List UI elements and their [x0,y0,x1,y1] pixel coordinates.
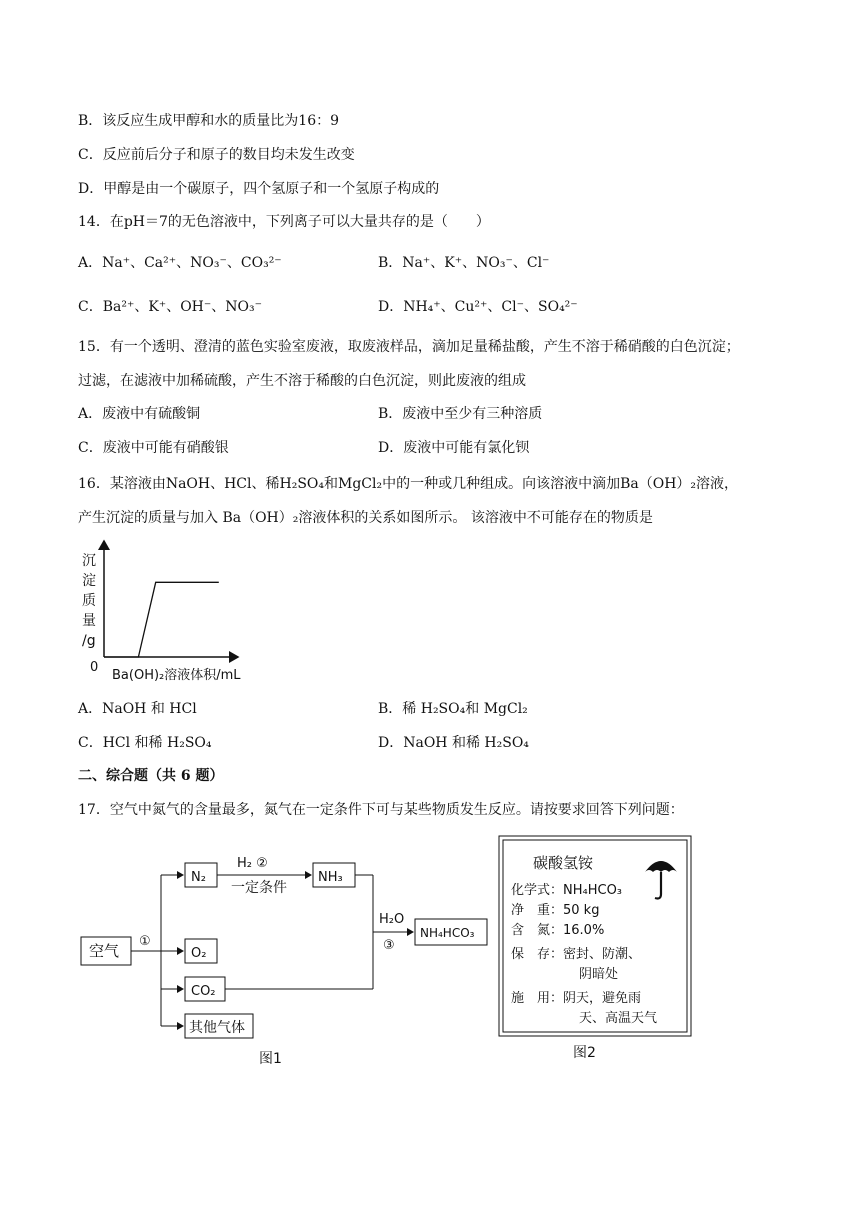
figure1-caption: 图1 [259,1051,282,1067]
product-label: NH₄HCO₃ [420,926,475,940]
q13-option-b: B．该反应生成甲醇和水的质量比为16：9 [78,113,340,129]
q14-option-d: D．NH₄⁺、Cu²⁺、Cl⁻、SO₄²⁻ [378,299,578,315]
other-gas-label: 其他气体 [189,1020,245,1036]
q14-option-b: B．Na⁺、K⁺、NO₃⁻、Cl⁻ [378,255,550,271]
q14-option-c: C．Ba²⁺、K⁺、OH⁻、NO₃⁻ [78,299,263,315]
q16-stem-line1: 16．某溶液由NaOH、HCl、稀H₂SO₄和MgCl₂中的一种或几种组成。向该溶液中滴加Ba（OH）₂溶液， [78,476,739,492]
q17-stem: 17．空气中氮气的含量最多，氮气在一定条件下可与某些物质发生反应。请按要求回答下列问题： [78,802,684,818]
o2-label: O₂ [191,946,207,961]
condition-label: 一定条件 [231,880,287,896]
q15-option-c: C．废液中可能有硝酸银 [78,440,229,456]
step1-label: ① [139,934,151,949]
label-formula: 化学式：NH₄HCO₃ [511,883,623,898]
label-weight: 净 重：50 kg [511,903,600,918]
q16-chart [70,535,270,685]
figure2-caption: 图2 [573,1045,596,1061]
n2-label: N₂ [191,870,206,885]
origin-label: 0 [90,660,99,675]
nh3-label: NH₃ [318,870,343,885]
q16-option-c: C．HCl 和稀 H₂SO₄ [78,735,212,751]
label-usage-line2: 天、高温天气 [579,1011,658,1026]
step3-label: ③ [383,938,395,953]
y-axis-label [82,553,96,649]
q15-option-a: A．废液中有硫酸铜 [78,406,201,422]
y-axis-label-char: 淀 [82,573,96,589]
q13-option-c: C．反应前后分子和原子的数目均未发生改变 [78,147,355,163]
q16-option-d: D．NaOH 和稀 H₂SO₄ [378,735,529,751]
label-title: 碳酸氢铵 [533,854,594,872]
y-axis-label-char: /g [82,633,96,649]
q14-option-a: A．Na⁺、Ca²⁺、NO₃⁻、CO₃²⁻ [78,255,282,271]
label-nitrogen: 含 氮：16.0% [511,923,605,938]
umbrella-icon [645,861,677,899]
q15-stem-line2: 过滤，在滤液中加稀硫酸，产生不溶于稀酸的白色沉淀，则此废液的组成 [78,373,526,389]
q16-stem-line2: 产生沉淀的质量与加入 Ba（OH）₂溶液体积的关系如图所示。 该溶液中不可能存在的物质是 [78,510,653,526]
q17-figure2 [495,832,700,1062]
q17-figure1 [75,845,495,1070]
air-label: 空气 [89,942,120,960]
h2-step2-label: H₂ ② [237,856,268,871]
co2-label: CO₂ [191,984,216,999]
y-axis-label-char: 量 [82,613,96,629]
q16-option-a: A．NaOH 和 HCl [78,701,197,717]
h2o-label: H₂O [379,912,405,927]
q16-option-b: B．稀 H₂SO₄和 MgCl₂ [378,701,528,717]
q15-option-d: D．废液中可能有氯化钡 [378,440,530,456]
q13-option-d: D．甲醇是由一个碳原子，四个氢原子和一个氢原子构成的 [78,181,440,197]
y-axis-label-char: 质 [82,593,96,609]
section-heading: 二、综合题（共 6 题） [78,768,224,784]
x-axis-label: Ba(OH)₂溶液体积/mL [112,668,241,683]
y-axis-label-char: 沉 [82,553,96,569]
q15-stem-line1: 15．有一个透明、澄清的蓝色实验室废液，取废液样品，滴加足量稀盐酸，产生不溶于稀硝酸的白色沉淀； [78,339,740,355]
label-storage-line1: 保 存：密封、防潮、 [511,947,642,962]
label-usage-line1: 施 用：阴天，避免雨 [511,991,642,1006]
series-line [104,582,219,657]
q15-option-b: B．废液中至少有三种溶质 [378,406,543,422]
q14-stem: 14．在pH＝7的无色溶液中，下列离子可以大量共存的是（ ） [78,214,490,230]
label-storage-line2: 阴暗处 [579,967,619,982]
